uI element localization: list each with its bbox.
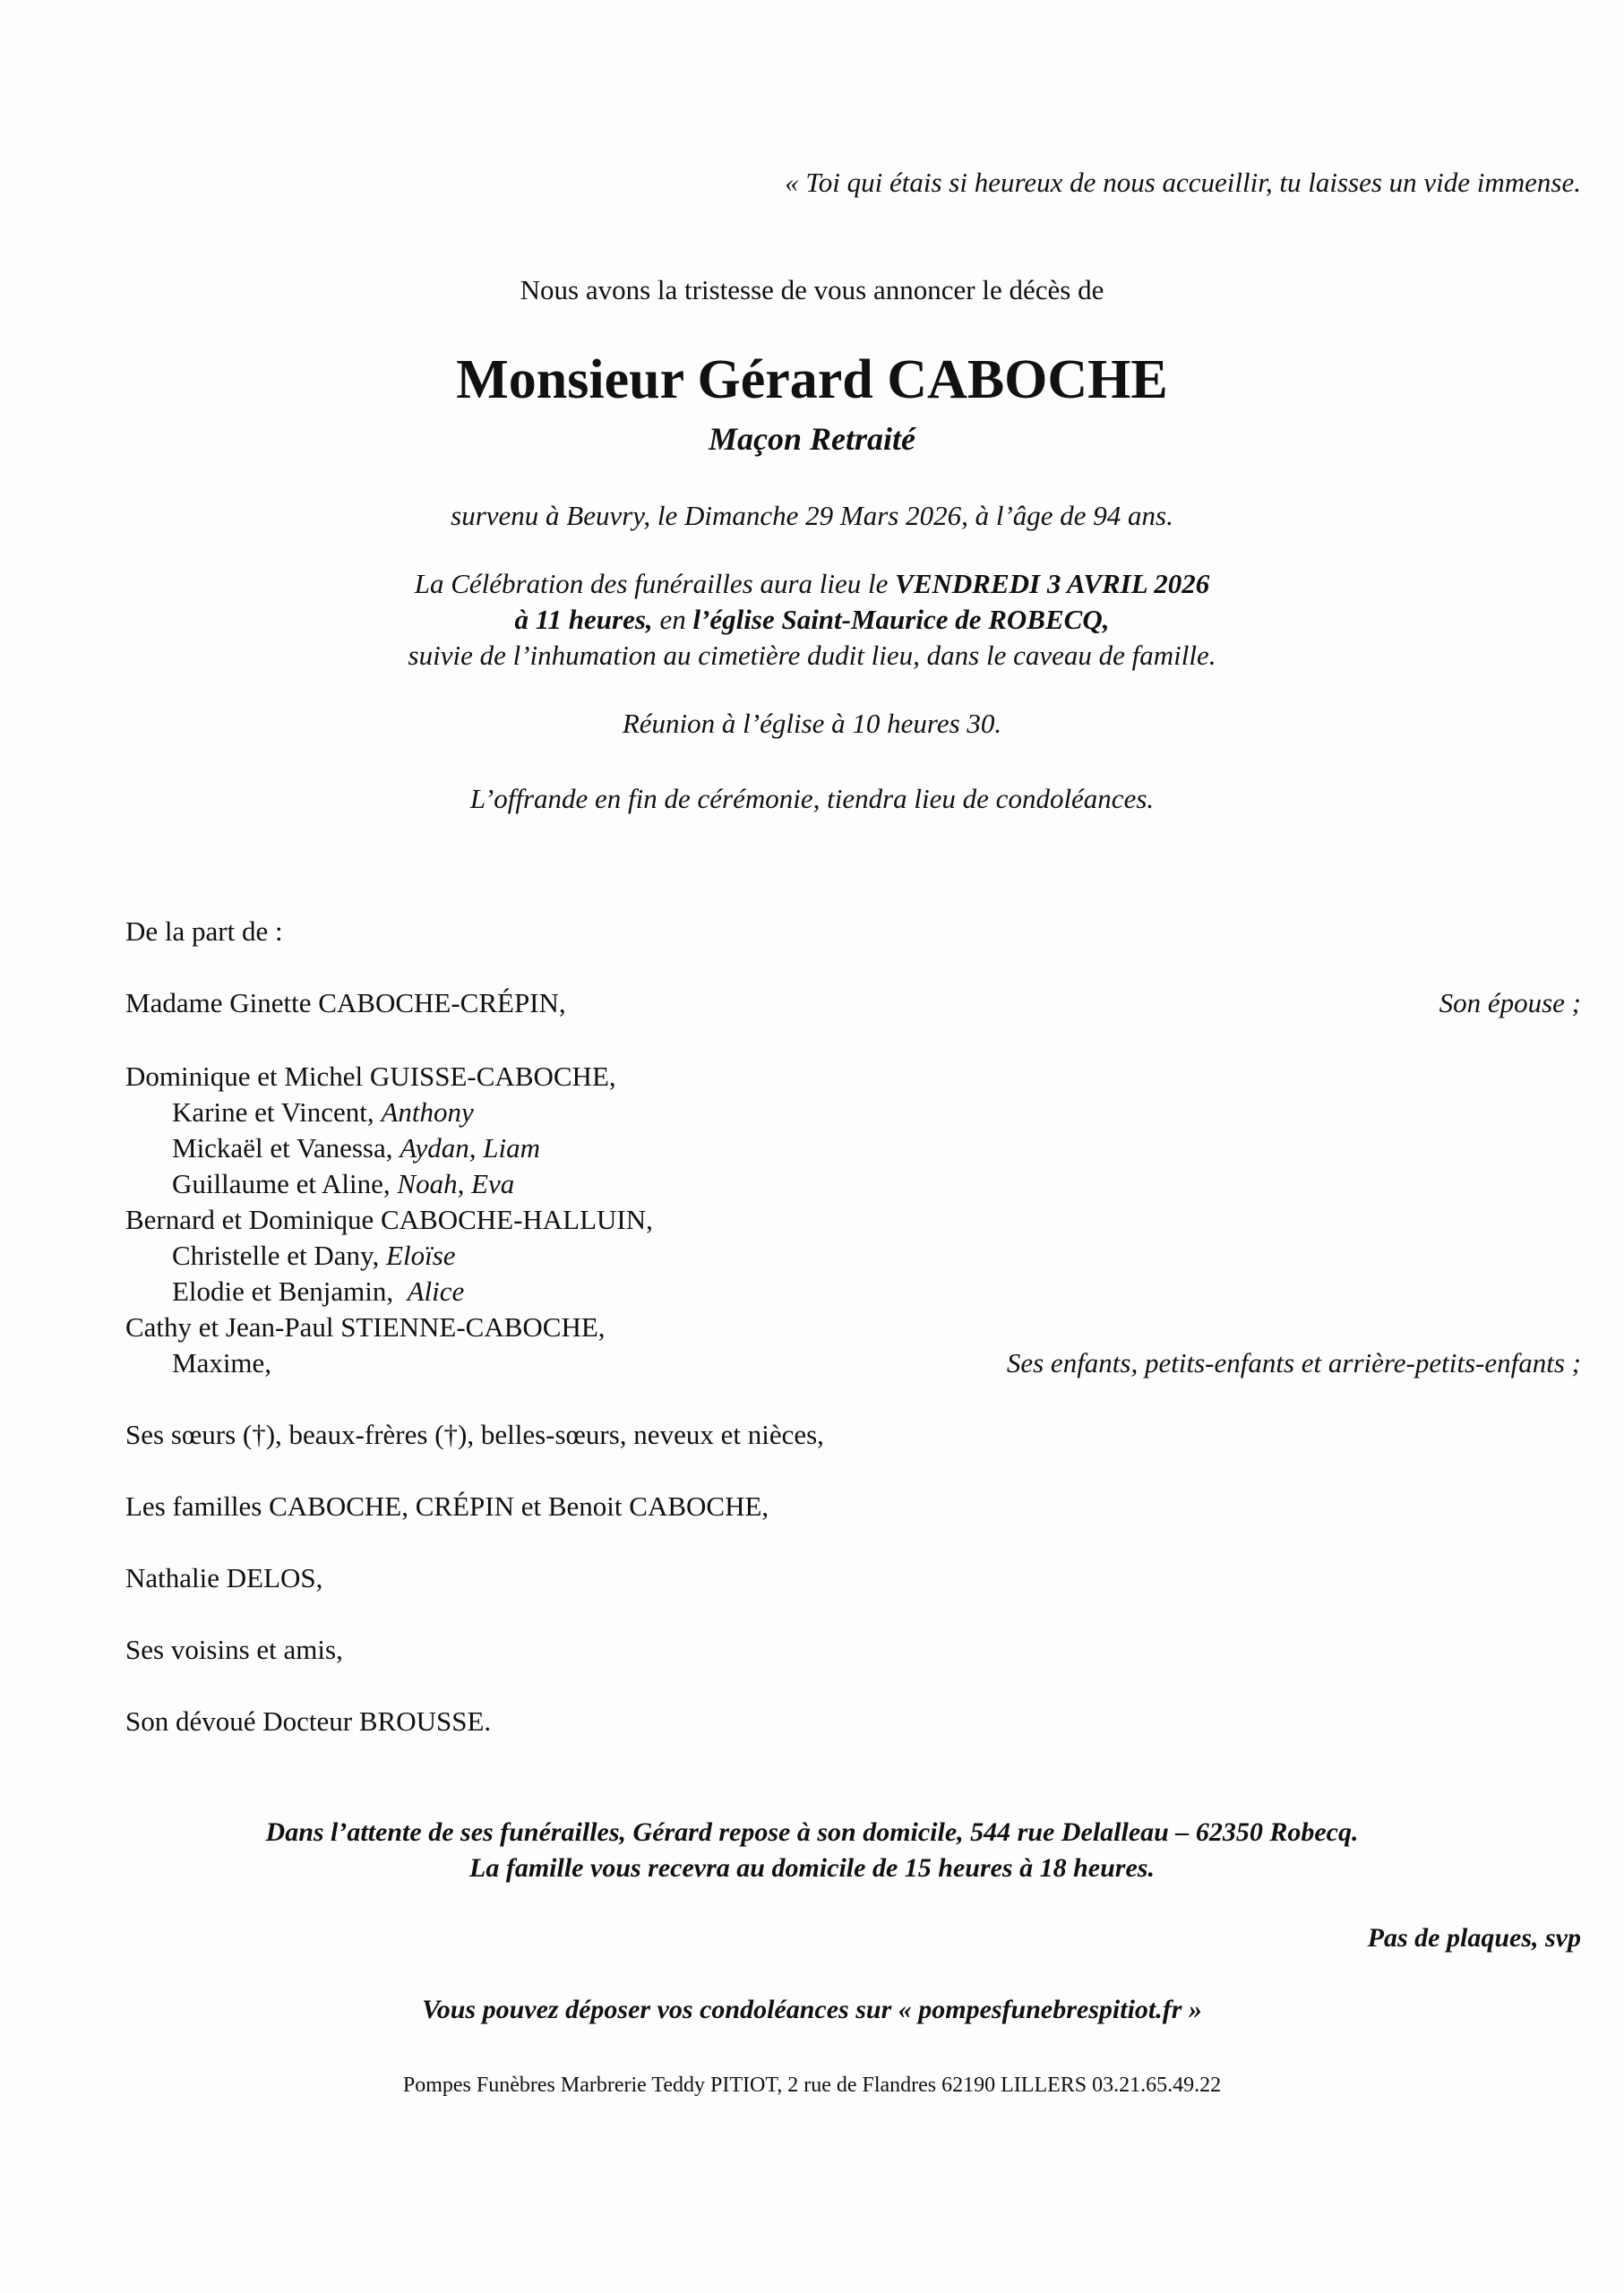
family-line-siblings: Ses sœurs (†), beaux-frères (†), belles-sœurs, neveux et nièces,: [125, 1419, 824, 1450]
grandchild-names: Guillaume et Aline,: [172, 1168, 398, 1199]
ceremony-line-1: [0, 566, 1624, 602]
child-names: Dominique et Michel GUISSE-CABOCHE,: [125, 1061, 616, 1092]
meeting-time: Réunion à l’église à 10 heures 30.: [622, 708, 1002, 739]
epigraph: « Toi qui étais si heureux de nous accueillir, tu laisses un vide immense.: [785, 167, 1581, 198]
child-line: [125, 1202, 653, 1238]
announce-intro: Nous avons la tristesse de vous annoncer le décès de: [520, 274, 1104, 305]
ceremony-prefix: La Célébration des funérailles aura lieu le: [414, 568, 896, 599]
grandchild-line: [172, 1130, 540, 1166]
funeral-home-footer: Pompes Funèbres Marbrerie Teddy PITIOT, 2 rue de Flandres 62190 LILLERS 03.21.65.49.22: [402, 2074, 1222, 2097]
grandchild-names: Maxime,: [172, 1347, 272, 1378]
child-names: Cathy et Jean-Paul STIENNE-CABOCHE,: [125, 1311, 606, 1343]
spouse-name: Madame Ginette CABOCHE-CRÉPIN,: [125, 987, 566, 1018]
wake-line-1: Dans l’attente de ses funérailles, Gérard repose à son domicile, 544 rue Delalleau – 62350 Robecq.: [265, 1817, 1359, 1847]
great-grandchild-names: Eloïse: [386, 1240, 456, 1271]
ceremony-time: à 11 heures,: [514, 604, 653, 635]
ceremony-date: VENDREDI 3 AVRIL 2026: [895, 568, 1210, 599]
family-line-neighbors: Ses voisins et amis,: [125, 1634, 343, 1665]
no-plaques-note: Pas de plaques, svp: [1367, 1923, 1581, 1953]
great-grandchild-names: Noah, Eva: [397, 1168, 515, 1199]
grandchild-line: [172, 1274, 464, 1310]
grandchild-names: Mickaël et Vanessa,: [172, 1132, 400, 1164]
grandchild-line: [172, 1166, 514, 1202]
ceremony-line-2: [0, 602, 1624, 638]
great-grandchild-names: Anthony: [381, 1096, 474, 1128]
spouse-role: Son épouse ;: [1439, 987, 1581, 1018]
condolences-note: Vous pouvez déposer vos condoléances sur « pompesfunebrespitiot.fr »: [422, 1995, 1202, 2024]
child-names: Bernard et Dominique CABOCHE-HALLUIN,: [125, 1204, 653, 1235]
children-role: Ses enfants, petits-enfants et arrière-petits-enfants ;: [1006, 1347, 1581, 1378]
death-info: survenu à Beuvry, le Dimanche 29 Mars 2026, à l’âge de 94 ans.: [451, 500, 1173, 531]
deceased-name: Monsieur Gérard CABOCHE: [456, 349, 1168, 410]
from-label: De la part de :: [125, 915, 283, 947]
grandchild-names: Elodie et Benjamin,: [172, 1275, 408, 1307]
ceremony-place: l’église Saint-Maurice de ROBECQ,: [692, 604, 1110, 635]
grandchild-line: [172, 1095, 474, 1130]
deceased-occupation: Maçon Retraité: [709, 421, 915, 457]
grandchild-names: Karine et Vincent,: [172, 1096, 382, 1128]
grandchild-names: Christelle et Dany,: [172, 1240, 387, 1271]
child-line: [125, 1059, 616, 1095]
offering-note: L’offrande en fin de cérémonie, tiendra lieu de condoléances.: [469, 783, 1155, 814]
grandchild-line: [172, 1238, 456, 1274]
wake-line-2: La famille vous recevra au domicile de 15 heures à 18 heures.: [469, 1853, 1155, 1883]
family-line-delos: Nathalie DELOS,: [125, 1562, 323, 1593]
grandchild-line: [172, 1345, 271, 1381]
family-line-doctor: Son dévoué Docteur BROUSSE.: [125, 1705, 492, 1737]
great-grandchild-names: Alice: [407, 1275, 465, 1307]
child-line: [125, 1310, 606, 1345]
ceremony-mid: en: [652, 604, 693, 635]
family-line-families: Les familles CABOCHE, CRÉPIN et Benoit CABOCHE,: [125, 1490, 769, 1522]
great-grandchild-names: Aydan, Liam: [400, 1132, 540, 1164]
ceremony-line-3: suivie de l’inhumation au cimetière dudit lieu, dans le caveau de famille.: [408, 640, 1216, 671]
